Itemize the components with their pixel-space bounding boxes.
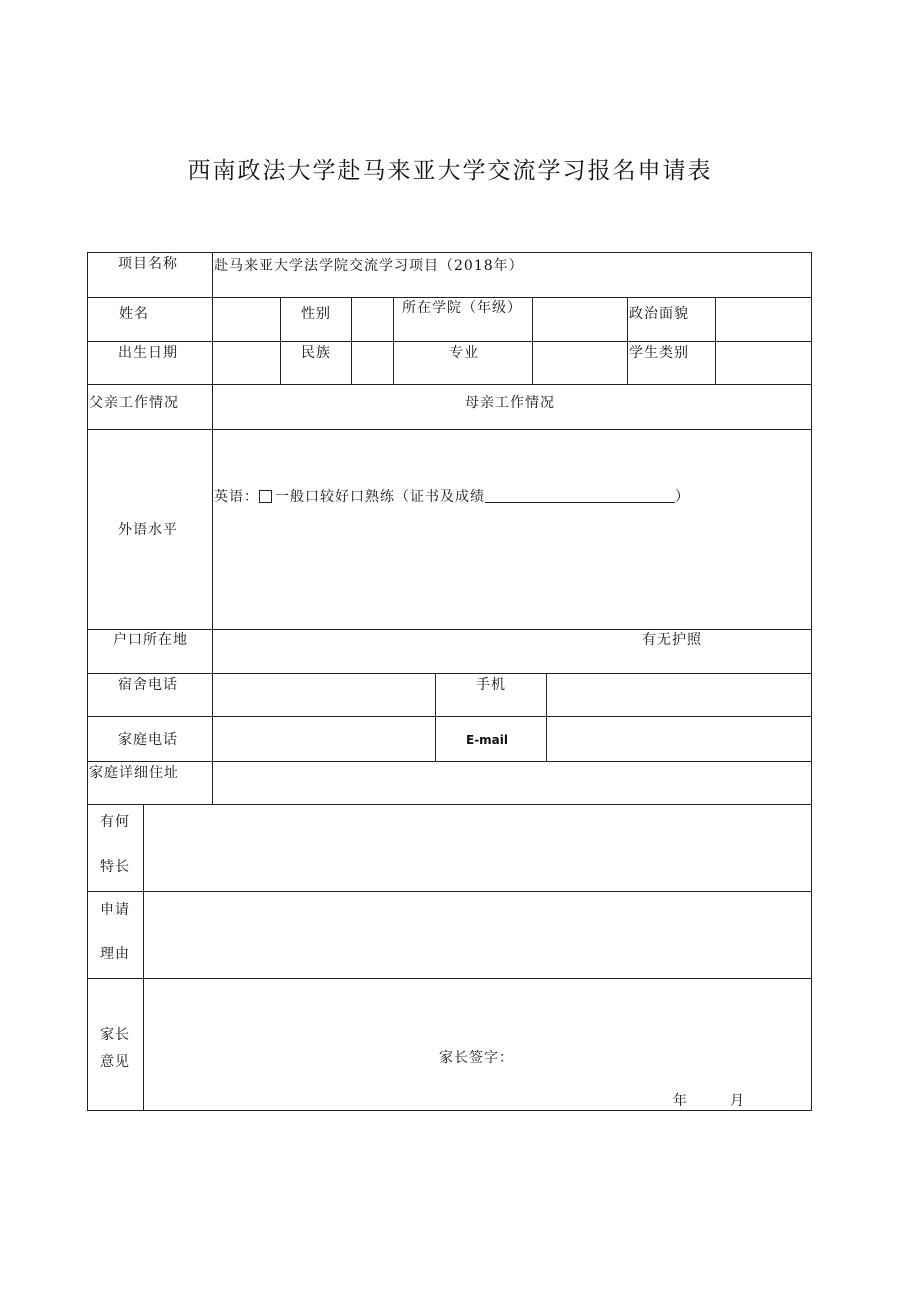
col-divider: [143, 804, 144, 1111]
student-category-label: 学生类别: [629, 345, 689, 361]
college-grade-label: 所在学院（年级）: [402, 300, 522, 316]
row-divider: [87, 429, 812, 430]
gender-label: 性别: [301, 306, 331, 322]
page-title: 西南政法大学赴马来亚大学交流学习报名申请表: [187, 158, 713, 184]
row-divider: [87, 761, 812, 762]
col-divider: [280, 297, 281, 384]
english-prefix: 英语：: [214, 489, 259, 505]
row-divider: [87, 673, 812, 674]
col-divider: [627, 297, 628, 384]
project-name-value: 赴马来亚大学法学院交流学习项目（2018年）: [214, 258, 524, 274]
name-label: 姓名: [119, 306, 149, 322]
col-divider: [351, 297, 352, 384]
parent-opinion-label-2: 意见: [100, 1054, 130, 1070]
reason-label-1: 申请: [100, 902, 130, 918]
col-divider: [212, 252, 213, 804]
dorm-phone-label: 宿舍电话: [118, 677, 178, 693]
year-label: 年: [673, 1093, 688, 1109]
specialty-label-2: 特长: [100, 859, 130, 875]
row-divider: [87, 297, 812, 298]
english-options: 一般口较好口熟练（证书及成绩: [275, 489, 485, 505]
checkbox-icon[interactable]: [259, 490, 272, 503]
major-label: 专业: [449, 345, 479, 361]
row-divider: [87, 978, 812, 979]
col-divider: [393, 297, 394, 384]
mobile-label: 手机: [476, 677, 506, 693]
certificate-score-blank[interactable]: [485, 488, 675, 503]
home-phone-label: 家庭电话: [118, 732, 178, 748]
ethnicity-label: 民族: [301, 345, 331, 361]
row-divider: [87, 804, 812, 805]
row-divider: [87, 716, 812, 717]
email-label: E-mail: [466, 733, 509, 747]
month-label: 月: [730, 1093, 745, 1109]
hukou-label: 户口所在地: [113, 632, 188, 648]
english-level-line: [214, 488, 690, 506]
form-border: [87, 252, 812, 1111]
english-suffix: ）: [675, 489, 690, 505]
mother-work-label: 母亲工作情况: [465, 395, 555, 411]
specialty-label-1: 有何: [100, 814, 130, 830]
row-divider: [87, 891, 812, 892]
reason-label-2: 理由: [100, 946, 130, 962]
foreign-language-label: 外语水平: [118, 522, 178, 538]
project-name-label: 项目名称: [118, 256, 178, 272]
col-divider: [546, 673, 547, 761]
parent-opinion-label-1: 家长: [100, 1027, 130, 1043]
row-divider: [87, 629, 812, 630]
home-address-label: 家庭详细住址: [89, 765, 179, 781]
row-divider: [87, 341, 812, 342]
col-divider: [715, 297, 716, 384]
parent-signature-label: 家长签字：: [439, 1050, 514, 1066]
birth-date-label: 出生日期: [118, 345, 178, 361]
father-work-label: 父亲工作情况: [89, 395, 179, 411]
col-divider: [435, 673, 436, 761]
passport-label: 有无护照: [642, 632, 702, 648]
political-status-label: 政治面貌: [629, 306, 689, 322]
row-divider: [87, 384, 812, 385]
col-divider: [532, 297, 533, 384]
